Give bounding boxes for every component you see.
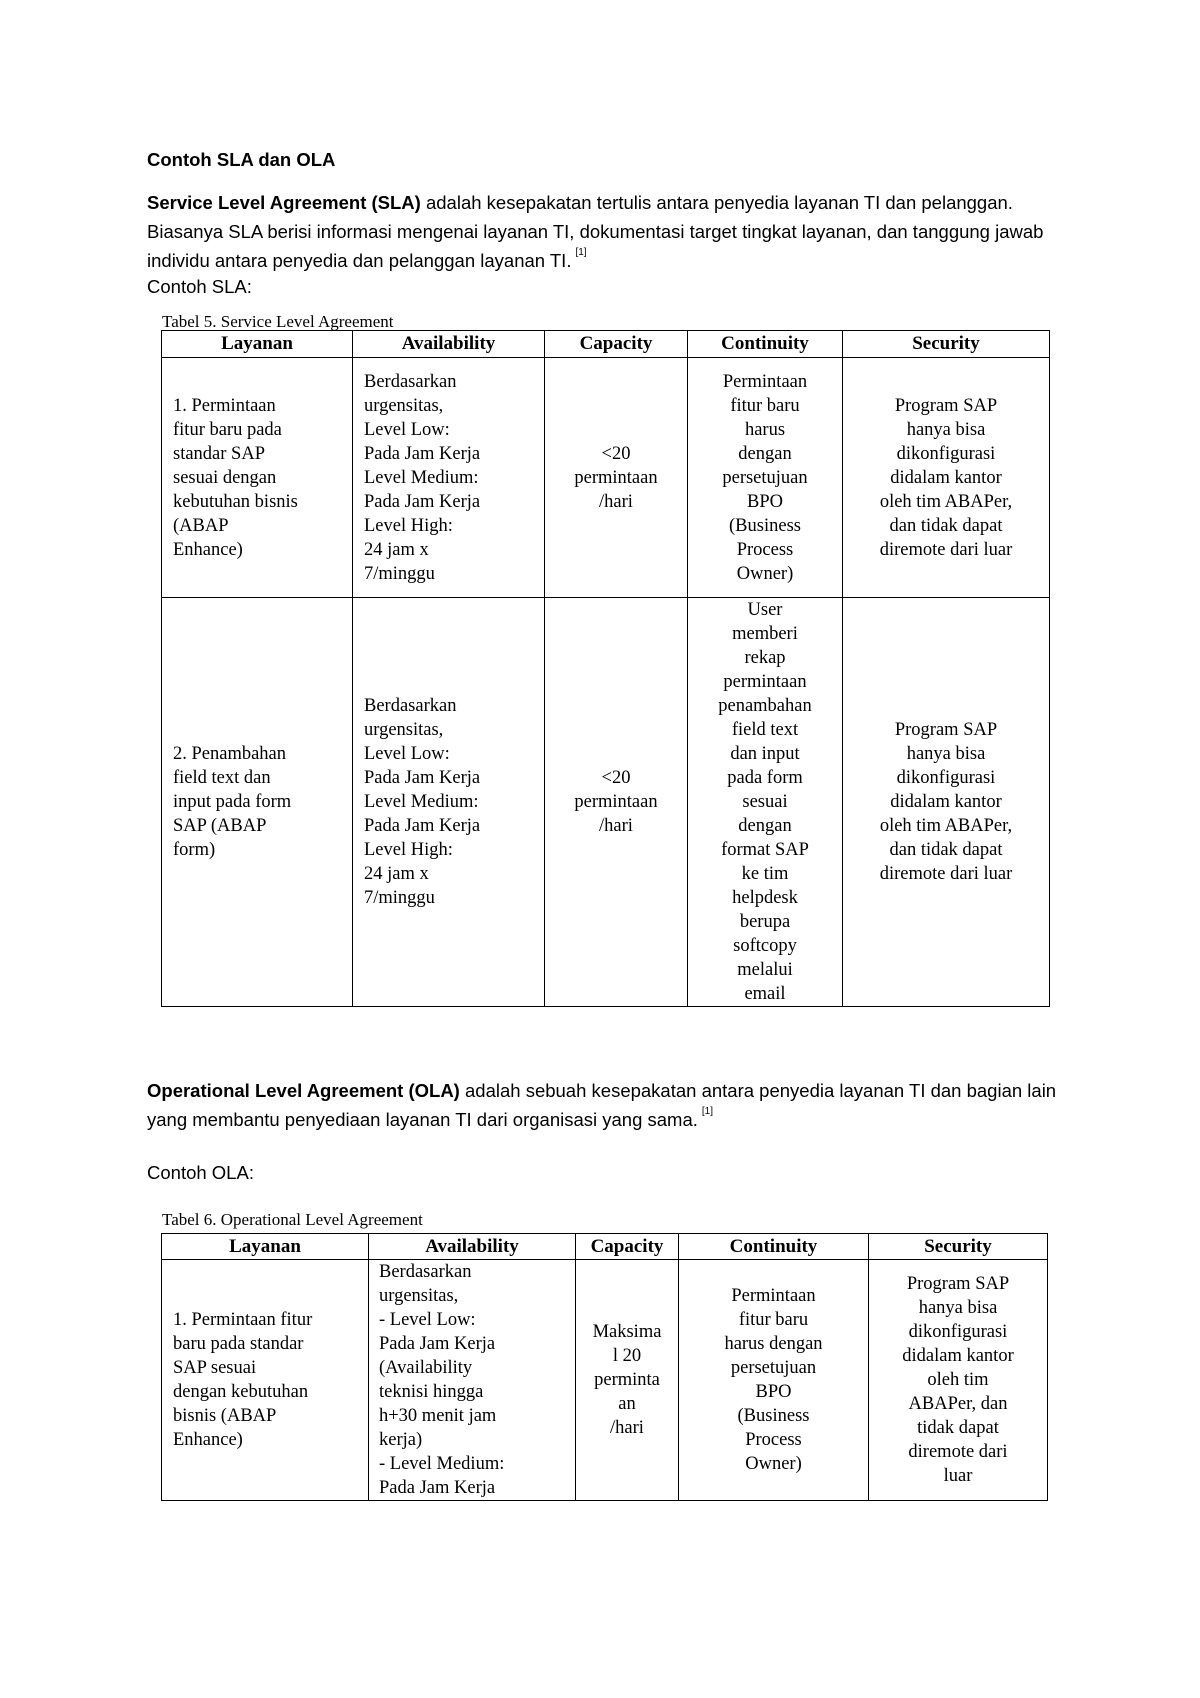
cell-line: 7/minggu xyxy=(364,888,435,908)
cell-line: SAP sesuai xyxy=(173,1358,257,1378)
cell-line: berupa xyxy=(739,912,791,932)
column-header-layanan: Layanan xyxy=(162,331,353,358)
cell-line: 2. Penambahan xyxy=(173,744,287,764)
cell-line: /hari xyxy=(599,816,633,836)
cell-line: Enhance) xyxy=(173,539,243,560)
cell-line: memberi xyxy=(732,624,798,644)
cell-line: ke tim xyxy=(741,864,789,884)
ola-term: Operational Level Agreement (OLA) xyxy=(147,1080,460,1101)
cell-line: h+30 menit jam xyxy=(379,1406,497,1426)
sla-table xyxy=(161,330,1050,1007)
cell-line: 1. Permintaan fitur xyxy=(173,1310,313,1330)
cell-line: BPO xyxy=(747,491,783,512)
sla-definition-text: adalah kesepakatan tertulis antara penyedia layanan TI dan pelanggan. Biasanya SLA berisi informasi mengenai layanan TI, dokumentasi target tingkat layanan, dan tanggung jawab individu antara penyedia dan pelanggan layanan TI. xyxy=(147,192,1044,271)
cell-line: urgensitas, xyxy=(364,395,444,416)
cell-line: penambahan xyxy=(718,696,812,716)
column-header-security: Security xyxy=(843,331,1050,358)
cell-line: Program SAP xyxy=(906,1274,1010,1294)
cell-layanan xyxy=(162,598,353,1007)
cell-line: Enhance) xyxy=(173,1430,243,1450)
column-header-continuity: Continuity xyxy=(688,331,843,358)
sla-term: Service Level Agreement (SLA) xyxy=(147,192,421,213)
cell-security xyxy=(843,358,1050,598)
cell-line: Pada Jam Kerja xyxy=(364,443,481,464)
column-header-capacity: Capacity xyxy=(545,331,688,358)
cell-line: permintaan xyxy=(723,672,807,692)
cell-line: permintaan xyxy=(574,792,658,812)
cell-line: Owner) xyxy=(745,1454,802,1474)
cell-line: tidak dapat xyxy=(917,1418,999,1438)
cell-line: dan tidak dapat xyxy=(889,515,1003,536)
sla-table-header-row xyxy=(162,331,1050,358)
ola-reference: [1] xyxy=(701,1106,714,1117)
cell-line: Program SAP xyxy=(894,395,998,416)
cell-line: diremote dari xyxy=(908,1442,1008,1462)
table-row xyxy=(162,598,1050,1007)
cell-line: /hari xyxy=(599,491,633,512)
cell-line: helpdesk xyxy=(732,888,798,908)
cell-line: 24 jam x xyxy=(364,539,429,560)
cell-line: Owner) xyxy=(736,563,794,584)
page-title: Contoh SLA dan OLA xyxy=(147,149,336,170)
cell-line: teknisi hingga xyxy=(379,1382,484,1402)
cell-line: Berdasarkan xyxy=(364,371,457,392)
column-header-layanan: Layanan xyxy=(162,1234,369,1260)
cell-continuity xyxy=(688,358,843,598)
cell-line: dengan xyxy=(738,443,792,464)
cell-line: Berdasarkan xyxy=(379,1262,472,1282)
cell-line: fitur baru pada xyxy=(173,419,282,440)
cell-line: Pada Jam Kerja xyxy=(364,816,481,836)
cell-line: - Level Low: xyxy=(379,1310,476,1330)
cell-line: input pada form xyxy=(173,792,292,812)
cell-line: field text dan xyxy=(173,768,271,788)
cell-line: diremote dari luar xyxy=(879,864,1013,884)
cell-line: dikonfigurasi xyxy=(896,443,996,464)
ola-table-caption: Tabel 6. Operational Level Agreement xyxy=(162,1210,423,1229)
cell-line: Level Low: xyxy=(364,744,450,764)
cell-line: kebutuhan bisnis xyxy=(173,491,298,512)
cell-continuity xyxy=(679,1260,869,1501)
sla-table-body xyxy=(162,358,1050,1007)
cell-line: sesuai xyxy=(742,792,788,812)
cell-line: kerja) xyxy=(379,1430,423,1450)
cell-line: dikonfigurasi xyxy=(908,1322,1008,1342)
cell-line: Level Medium: xyxy=(364,467,479,488)
cell-line: permintaan xyxy=(574,467,658,488)
cell-security xyxy=(869,1260,1048,1501)
cell-capacity xyxy=(576,1260,679,1501)
cell-line: ABAPer, dan xyxy=(908,1394,1008,1414)
column-header-capacity: Capacity xyxy=(576,1234,679,1260)
table-row xyxy=(162,358,1050,598)
cell-line: Pada Jam Kerja xyxy=(379,1478,496,1498)
cell-security xyxy=(843,598,1050,1007)
cell-line: sesuai dengan xyxy=(173,467,277,488)
cell-line: oleh tim xyxy=(927,1370,989,1390)
cell-line: fitur baru xyxy=(738,1310,809,1330)
cell-line: perminta xyxy=(594,1370,660,1390)
cell-line: standar SAP xyxy=(173,443,265,464)
cell-line: didalam kantor xyxy=(890,792,1002,812)
cell-line: baru pada standar xyxy=(173,1334,304,1354)
column-header-availability: Availability xyxy=(353,331,545,358)
cell-capacity xyxy=(545,358,688,598)
sla-reference: [1] xyxy=(575,247,587,258)
cell-line: SAP (ABAP xyxy=(173,816,267,836)
cell-line: fitur baru xyxy=(730,395,800,416)
ola-definition-text: adalah sebuah kesepakatan antara penyedia layanan TI dan bagian lain yang membantu penyediaan layanan TI dari organisasi yang sama. xyxy=(147,1080,1057,1130)
cell-layanan xyxy=(162,1260,369,1501)
cell-line: User xyxy=(747,600,783,620)
cell-line: harus xyxy=(744,419,786,440)
column-header-continuity: Continuity xyxy=(679,1234,869,1260)
cell-line: format SAP xyxy=(721,840,809,860)
cell-line: Process xyxy=(745,1430,802,1450)
cell-continuity xyxy=(688,598,843,1007)
sla-table-caption: Tabel 5. Service Level Agreement xyxy=(162,312,394,331)
table-row xyxy=(162,1260,1048,1501)
cell-availability xyxy=(369,1260,576,1501)
cell-line: hanya bisa xyxy=(906,419,986,440)
cell-line: 1. Permintaan xyxy=(173,395,276,416)
cell-line: (Business xyxy=(737,1406,810,1426)
cell-line: persetujuan xyxy=(722,467,808,488)
cell-line: dan input xyxy=(730,744,800,764)
cell-line: urgensitas, xyxy=(379,1286,459,1306)
ola-table xyxy=(161,1233,1048,1501)
cell-line: persetujuan xyxy=(730,1358,817,1378)
cell-line: urgensitas, xyxy=(364,720,444,740)
cell-line: Permintaan xyxy=(722,371,808,392)
sla-definition xyxy=(147,188,1057,275)
cell-line: hanya bisa xyxy=(918,1298,998,1318)
cell-line: harus dengan xyxy=(724,1334,823,1354)
cell-line: (Availability xyxy=(379,1358,473,1378)
cell-line: didalam kantor xyxy=(890,467,1002,488)
cell-line: dengan xyxy=(738,816,792,836)
cell-line: BPO xyxy=(755,1382,792,1402)
cell-line: Pada Jam Kerja xyxy=(379,1334,496,1354)
cell-line: softcopy xyxy=(733,936,797,956)
cell-line: didalam kantor xyxy=(902,1346,1014,1366)
cell-line: Permintaan xyxy=(731,1286,816,1306)
cell-line: - Level Medium: xyxy=(379,1454,505,1474)
cell-line: 24 jam x xyxy=(364,864,429,884)
cell-line: <20 xyxy=(601,768,631,788)
sla-example-label: Contoh SLA: xyxy=(147,276,252,297)
cell-line: dan tidak dapat xyxy=(889,840,1003,860)
ola-table-body xyxy=(162,1260,1048,1501)
cell-line: luar xyxy=(943,1466,973,1486)
cell-line: (ABAP xyxy=(173,515,229,536)
column-header-availability: Availability xyxy=(369,1234,576,1260)
cell-line: Pada Jam Kerja xyxy=(364,491,481,512)
cell-line: dikonfigurasi xyxy=(896,768,996,788)
cell-line: <20 xyxy=(601,443,631,464)
cell-line: 7/minggu xyxy=(364,563,435,584)
cell-line: diremote dari luar xyxy=(879,539,1013,560)
cell-line: oleh tim ABAPer, xyxy=(879,816,1013,836)
cell-line: Maksima xyxy=(592,1322,662,1342)
cell-layanan xyxy=(162,358,353,598)
cell-line: hanya bisa xyxy=(906,744,986,764)
cell-line: Level Medium: xyxy=(364,792,479,812)
cell-line: field text xyxy=(731,720,799,740)
cell-line: /hari xyxy=(610,1418,644,1438)
cell-line: Level Low: xyxy=(364,419,450,440)
cell-capacity xyxy=(545,598,688,1007)
cell-line: an xyxy=(618,1394,636,1414)
cell-line: email xyxy=(744,984,786,1004)
cell-line: dengan kebutuhan xyxy=(173,1382,309,1402)
cell-line: Level High: xyxy=(364,840,453,860)
cell-line: bisnis (ABAP xyxy=(173,1406,277,1426)
ola-definition xyxy=(147,1076,1057,1134)
cell-availability xyxy=(353,598,545,1007)
cell-line: l 20 xyxy=(612,1346,642,1366)
cell-line: (Business xyxy=(729,515,801,536)
cell-line: Process xyxy=(736,539,794,560)
ola-table-header-row xyxy=(162,1234,1048,1260)
cell-line: Berdasarkan xyxy=(364,696,457,716)
cell-availability xyxy=(353,358,545,598)
cell-line: pada form xyxy=(727,768,803,788)
cell-line: oleh tim ABAPer, xyxy=(879,491,1013,512)
column-header-security: Security xyxy=(869,1234,1048,1260)
cell-line: Level High: xyxy=(364,515,453,536)
cell-line: Program SAP xyxy=(894,720,998,740)
ola-example-label: Contoh OLA: xyxy=(147,1162,254,1183)
cell-line: Pada Jam Kerja xyxy=(364,768,481,788)
cell-line: melalui xyxy=(737,960,793,980)
cell-line: form) xyxy=(173,840,216,860)
cell-line: rekap xyxy=(744,648,786,668)
